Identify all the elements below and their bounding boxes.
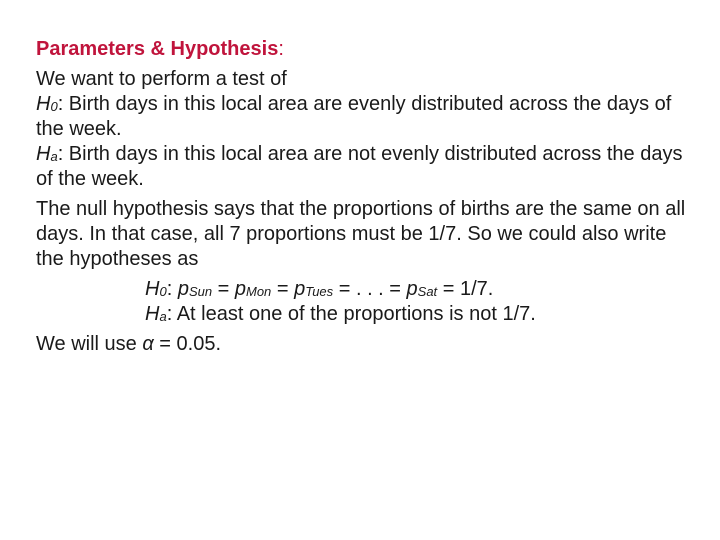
eq-2: =: [271, 278, 295, 300]
h0-formula-colon: :: [166, 278, 178, 300]
heading-colon: :: [278, 38, 284, 60]
alpha-line: [36, 332, 696, 357]
ha-formula-text: : At least one of the proportions is not 1/7.: [166, 303, 536, 325]
h0-symbol: H: [36, 93, 51, 115]
ha-formula-symbol: H: [145, 303, 160, 325]
intro-text: We want to perform a test of: [36, 68, 287, 90]
sat-subscript: Sat: [417, 284, 438, 299]
h0-text: : Birth days in this local area are evenly distributed across the days of the week.: [36, 93, 672, 140]
section-heading: [36, 37, 696, 62]
ha-subscript: a: [50, 149, 58, 164]
p-sat: p: [406, 278, 418, 300]
alpha-suffix: = 0.05.: [153, 333, 222, 355]
eq-end: = 1/7.: [437, 278, 494, 300]
alternative-hypothesis: [36, 142, 696, 192]
h0-formula: [36, 277, 696, 302]
h0-subscript: 0: [50, 99, 58, 114]
mon-subscript: Mon: [246, 284, 272, 299]
tues-subscript: Tues: [305, 284, 334, 299]
ha-formula: [36, 302, 696, 327]
p-tues: p: [294, 278, 306, 300]
p-mon: p: [234, 278, 246, 300]
ha-text: : Birth days in this local area are not evenly distributed across the days of the week.: [36, 143, 683, 190]
slide-content: [36, 37, 696, 362]
p-sun: p: [177, 278, 189, 300]
eq-1: =: [212, 278, 235, 300]
sun-subscript: Sun: [188, 284, 213, 299]
h0-formula-sub: 0: [159, 284, 167, 299]
alpha-symbol: α: [142, 333, 154, 355]
ellipsis: = . . . =: [333, 278, 407, 300]
null-explanation: The null hypothesis says that the proportions of births are the same on all days. In that case, all 7 proportions must be 1/7. So we could also write the hypotheses as: [36, 198, 686, 270]
ha-formula-sub: a: [159, 309, 167, 324]
null-hypothesis: [36, 92, 696, 142]
alpha-prefix: We will use: [36, 333, 143, 355]
ha-symbol: H: [36, 143, 51, 165]
h0-formula-symbol: H: [145, 278, 160, 300]
heading-text: Parameters & Hypothesis: [36, 38, 279, 60]
